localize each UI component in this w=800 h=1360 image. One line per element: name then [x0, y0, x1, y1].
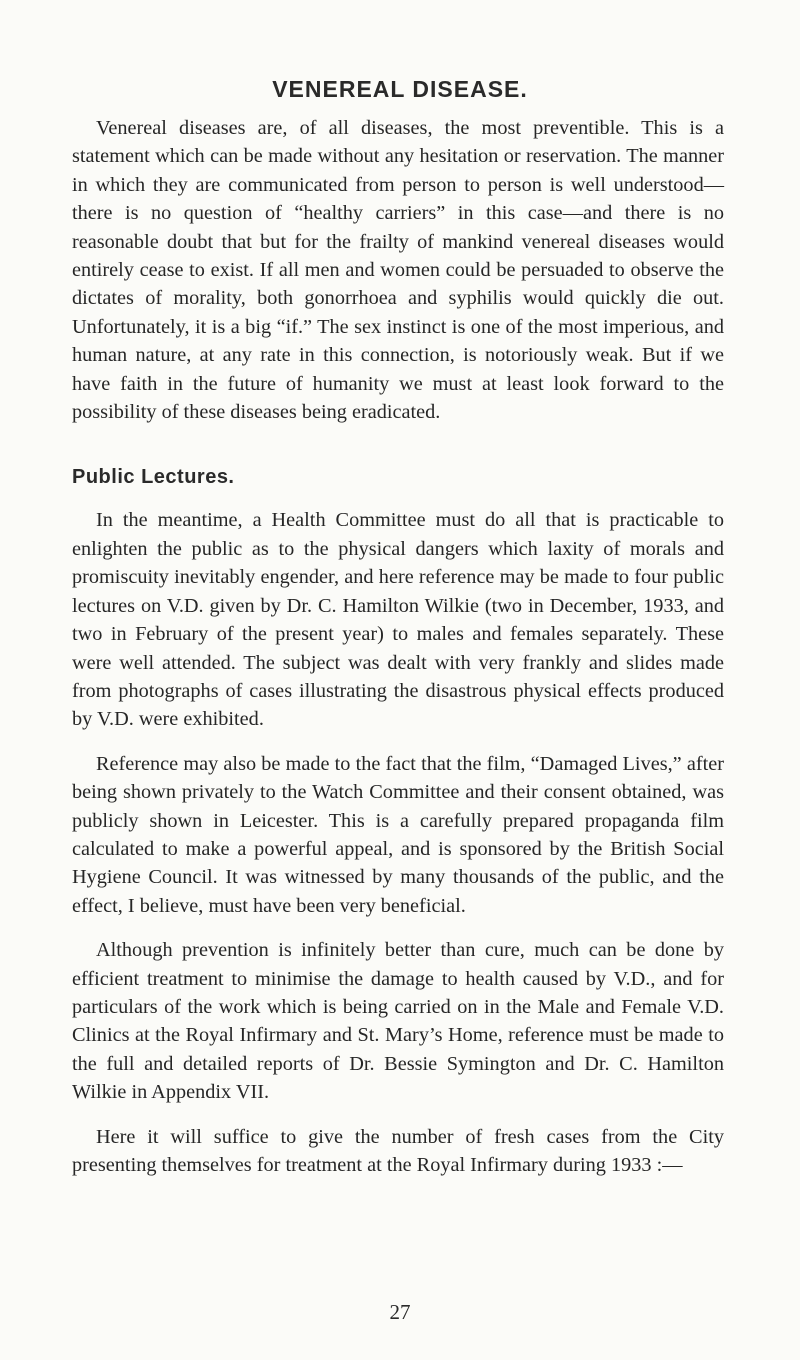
paragraph-film: Reference may also be made to the fact that the film, “Damaged Lives,” after being shown privately to the Watch Committee and their consent obtained, was publicly shown in Leicester. This is a carefully prepared propaganda film calculated to make a powerful appeal, and is sponsored by the British Social Hygiene Council. It was witnessed by many thousands of the public, and the effect, I believe, must have been very beneficial. [72, 752, 724, 917]
paragraph-cases: Here it will suffice to give the number of fresh cases from the City presenting themselves for treatment at the Royal Infirmary during 1933 :— [72, 1125, 724, 1176]
body-text [72, 114, 724, 1195]
page-number: 27 [389, 1300, 411, 1324]
paragraph-treatment: Although prevention is infinitely better than cure, much can be done by efficient treatment to minimise the damage to health caused by V.D., and for particulars of the work which is being carried on in the Male and Female V.D. Clinics at the Royal Infirmary and St. Mary’s Home, reference must be made to the full and detailed reports of Dr. Bessie Symington and Dr. C. Hamilton Wilkie in Appendix VII. [72, 939, 724, 1104]
page-title: VENEREAL DISEASE. [272, 76, 528, 102]
section-heading: Public Lectures. [72, 466, 235, 489]
intro-paragraph: Venereal diseases are, of all diseases, the most preventible. This is a statement which can be made without any hesitation or reservation. The manner in which they are communicated from person to person is well understood—there is no question of “healthy carriers” in this case—and there is no reasonable doubt that but for the frailty of mankind venereal diseases would entirely cease to exist. If all men and women could be persuaded to observe the dictates of morality, both gonorrhoea and syphilis would quickly die out. Unfortunately, it is a big “if.” The sex instinct is one of the most imperious, and human nature, at any rate in this connection, is notoriously weak. But if we have faith in the future of humanity we must at least look forward to the possibility of these diseases being eradicated. [72, 117, 724, 424]
paragraph-lectures: In the meantime, a Health Committee must do all that is practicable to enlighten the public as to the physical dangers which laxity of morals and promiscuity inevitably engender, and here reference may be made to four public lectures on V.D. given by Dr. C. Hamilton Wilkie (two in December, 1933, and two in February of the present year) to males and females separately. These were well attended. The subject was dealt with very frankly and slides made from photographs of cases illustrating the disastrous physical effects produced by V.D. were exhibited. [72, 509, 724, 731]
